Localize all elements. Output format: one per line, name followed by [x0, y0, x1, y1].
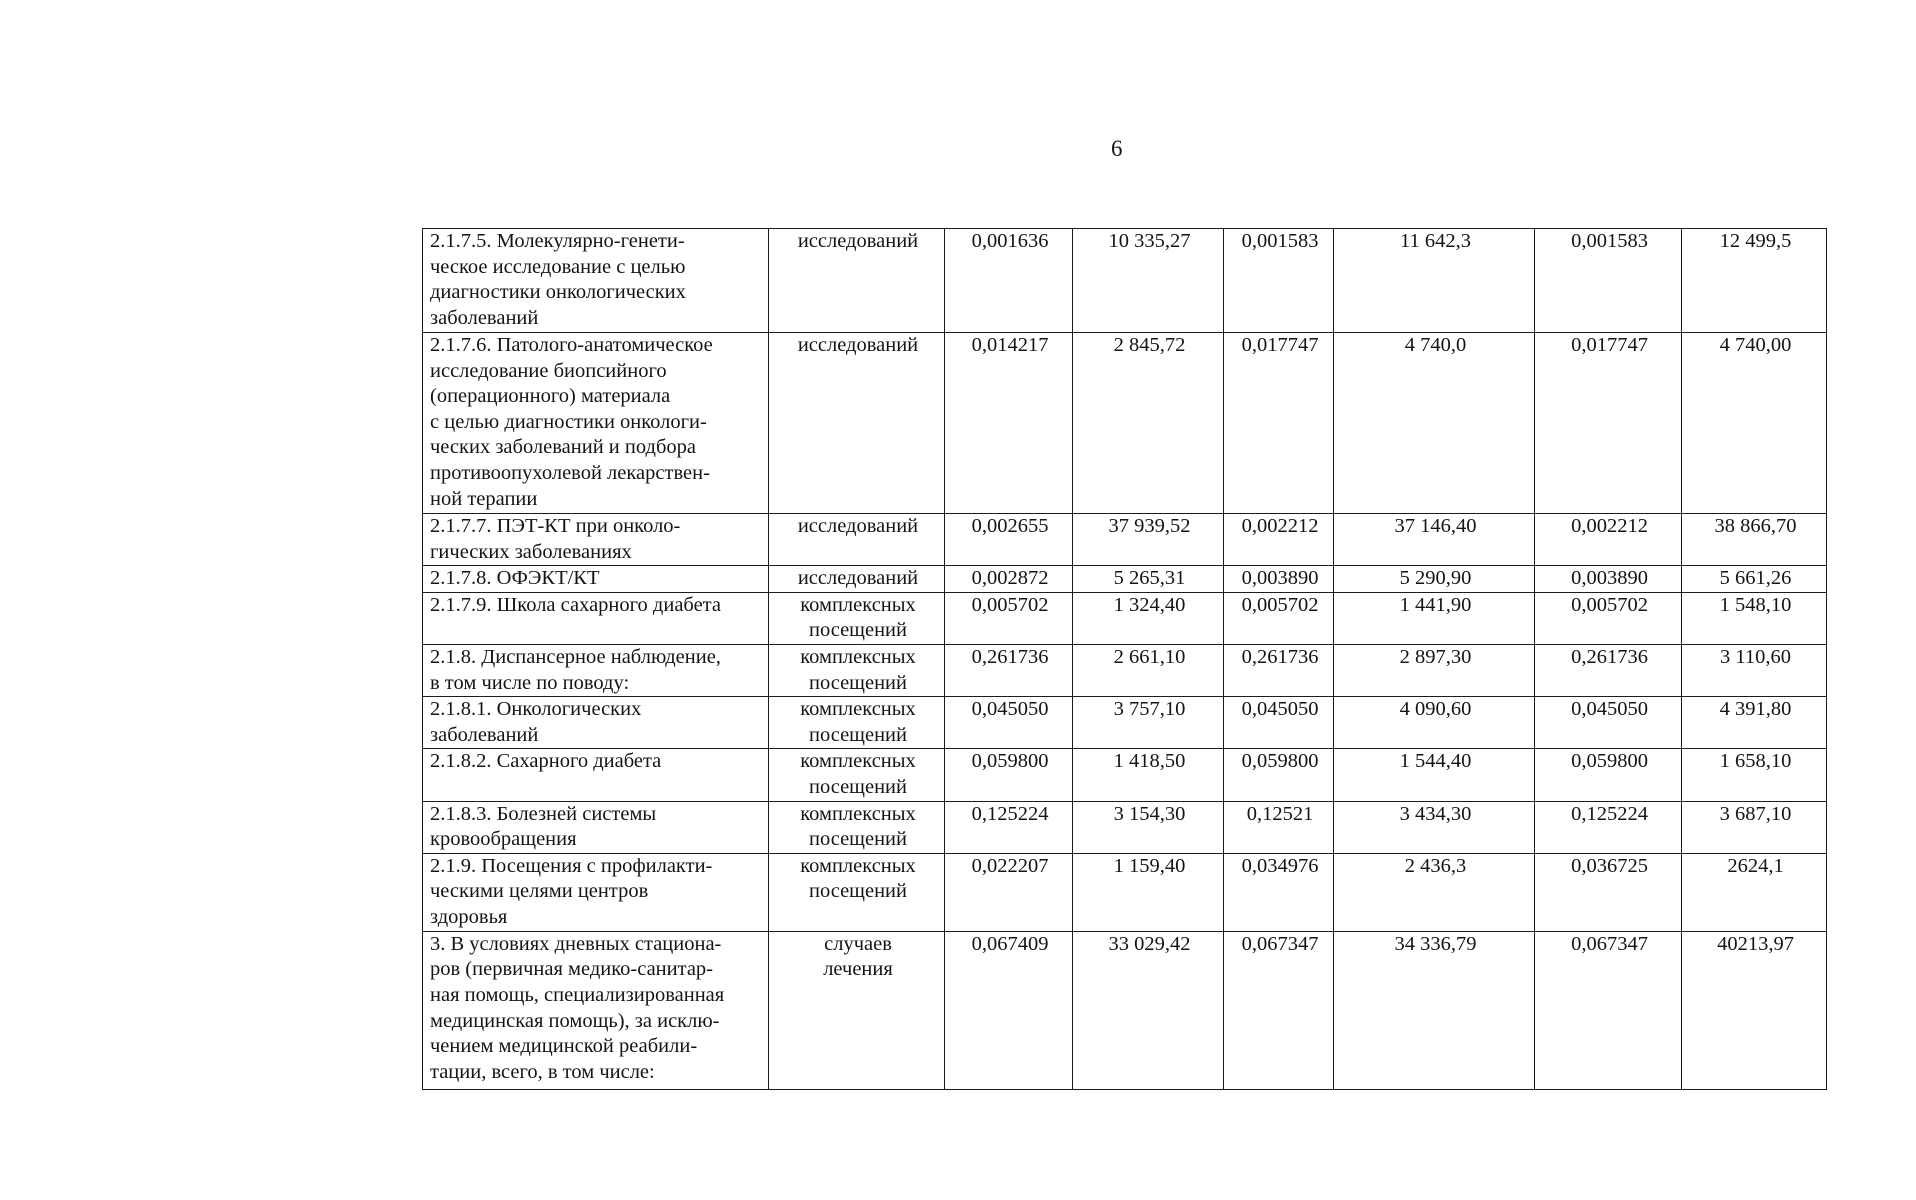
- norm-value-cell: 0,034976: [1224, 853, 1334, 931]
- norm-value-cell: 0,045050: [945, 697, 1073, 749]
- norm-value-cell: 0,002655: [945, 514, 1073, 566]
- unit-cell: исследований: [769, 333, 945, 514]
- indicator-name-cell: 2.1.7.7. ПЭТ-КТ при онколо- гических заболеваниях: [423, 514, 769, 566]
- indicator-name-cell: 2.1.7.5. Молекулярно-генети- ческое исследование с целью диагностики онкологических заболеваний: [423, 229, 769, 333]
- indicator-name-cell: 2.1.8.2. Сахарного диабета: [423, 749, 769, 801]
- unit-cell: комплексных посещений: [769, 801, 945, 853]
- norm-value-cell: 0,001583: [1535, 229, 1682, 333]
- norm-value-cell: 0,067347: [1535, 931, 1682, 1089]
- norm-value-cell: 0,014217: [945, 333, 1073, 514]
- norm-value-cell: 0,005702: [1535, 592, 1682, 644]
- norm-value-cell: 0,125224: [1535, 801, 1682, 853]
- cost-value-cell: 2 845,72: [1073, 333, 1224, 514]
- norm-value-cell: 0,067409: [945, 931, 1073, 1089]
- cost-value-cell: 1 418,50: [1073, 749, 1224, 801]
- table-row: [423, 592, 1827, 644]
- unit-cell: исследований: [769, 514, 945, 566]
- cost-value-cell: 4 090,60: [1334, 697, 1535, 749]
- norm-value-cell: 0,045050: [1224, 697, 1334, 749]
- cost-value-cell: 5 290,90: [1334, 566, 1535, 593]
- cost-value-cell: 2 661,10: [1073, 644, 1224, 696]
- cost-value-cell: 3 757,10: [1073, 697, 1224, 749]
- cost-value-cell: 2 436,3: [1334, 853, 1535, 931]
- cost-value-cell: 1 159,40: [1073, 853, 1224, 931]
- cost-value-cell: 1 548,10: [1682, 592, 1827, 644]
- page-number: 6: [1111, 136, 1123, 161]
- norm-value-cell: 0,017747: [1224, 333, 1334, 514]
- unit-cell: комплексных посещений: [769, 644, 945, 696]
- data-table: [422, 228, 1827, 1090]
- unit-cell: комплексных посещений: [769, 697, 945, 749]
- norm-value-cell: 0,003890: [1224, 566, 1334, 593]
- norm-value-cell: 0,001583: [1224, 229, 1334, 333]
- cost-value-cell: 3 434,30: [1334, 801, 1535, 853]
- table-row: [423, 333, 1827, 514]
- norm-value-cell: 0,067347: [1224, 931, 1334, 1089]
- cost-value-cell: 38 866,70: [1682, 514, 1827, 566]
- norm-value-cell: 0,045050: [1535, 697, 1682, 749]
- indicator-name-cell: 2.1.7.8. ОФЭКТ/КТ: [423, 566, 769, 593]
- norm-value-cell: 0,059800: [1224, 749, 1334, 801]
- cost-value-cell: 37 939,52: [1073, 514, 1224, 566]
- cost-value-cell: 1 324,40: [1073, 592, 1224, 644]
- cost-value-cell: 12 499,5: [1682, 229, 1827, 333]
- cost-value-cell: 1 441,90: [1334, 592, 1535, 644]
- table-body: [423, 229, 1827, 1090]
- unit-cell: комплексных посещений: [769, 592, 945, 644]
- unit-cell: комплексных посещений: [769, 749, 945, 801]
- indicator-name-cell: 2.1.7.9. Школа сахарного диабета: [423, 592, 769, 644]
- norm-value-cell: 0,005702: [945, 592, 1073, 644]
- cost-value-cell: 5 661,26: [1682, 566, 1827, 593]
- table-row: [423, 749, 1827, 801]
- unit-cell: комплексных посещений: [769, 853, 945, 931]
- table-row: [423, 931, 1827, 1089]
- cost-value-cell: 40213,97: [1682, 931, 1827, 1089]
- cost-value-cell: 11 642,3: [1334, 229, 1535, 333]
- cost-value-cell: 34 336,79: [1334, 931, 1535, 1089]
- unit-cell: случаев лечения: [769, 931, 945, 1089]
- norm-value-cell: 0,125224: [945, 801, 1073, 853]
- norm-value-cell: 0,001636: [945, 229, 1073, 333]
- table-row: [423, 697, 1827, 749]
- norm-value-cell: 0,059800: [1535, 749, 1682, 801]
- indicator-name-cell: 3. В условиях дневных стациона- ров (первичная медико-санитар- ная помощь, специализированная медицинская помощь), за исклю- чением медицинской реабили- тации, всего, в том числе:: [423, 931, 769, 1089]
- cost-value-cell: 3 687,10: [1682, 801, 1827, 853]
- norm-value-cell: 0,002872: [945, 566, 1073, 593]
- unit-cell: исследований: [769, 229, 945, 333]
- cost-value-cell: 3 110,60: [1682, 644, 1827, 696]
- norm-value-cell: 0,003890: [1535, 566, 1682, 593]
- cost-value-cell: 1 658,10: [1682, 749, 1827, 801]
- cost-value-cell: 10 335,27: [1073, 229, 1224, 333]
- indicator-name-cell: 2.1.8.1. Онкологических заболеваний: [423, 697, 769, 749]
- cost-value-cell: 2 897,30: [1334, 644, 1535, 696]
- cost-value-cell: 33 029,42: [1073, 931, 1224, 1089]
- cost-value-cell: 4 740,0: [1334, 333, 1535, 514]
- indicator-name-cell: 2.1.9. Посещения с профилакти- ческими целями центров здоровья: [423, 853, 769, 931]
- norm-value-cell: 0,036725: [1535, 853, 1682, 931]
- norm-value-cell: 0,017747: [1535, 333, 1682, 514]
- norm-value-cell: 0,261736: [945, 644, 1073, 696]
- table-row: [423, 853, 1827, 931]
- indicator-name-cell: 2.1.7.6. Патолого-анатомическое исследование биопсийного (операционного) материала с целью диагностики онкологи- ческих заболеваний и подбора противоопухолевой лекарствен- ной терапии: [423, 333, 769, 514]
- table-row: [423, 514, 1827, 566]
- cost-value-cell: 4 391,80: [1682, 697, 1827, 749]
- indicator-name-cell: 2.1.8. Диспансерное наблюдение, в том числе по поводу:: [423, 644, 769, 696]
- cost-value-cell: 1 544,40: [1334, 749, 1535, 801]
- norm-value-cell: 0,059800: [945, 749, 1073, 801]
- norm-value-cell: 0,002212: [1535, 514, 1682, 566]
- norm-value-cell: 0,261736: [1535, 644, 1682, 696]
- norm-value-cell: 0,261736: [1224, 644, 1334, 696]
- table-row: [423, 801, 1827, 853]
- cost-value-cell: 4 740,00: [1682, 333, 1827, 514]
- cost-value-cell: 2624,1: [1682, 853, 1827, 931]
- table-row: [423, 644, 1827, 696]
- cost-value-cell: 3 154,30: [1073, 801, 1224, 853]
- norm-value-cell: 0,005702: [1224, 592, 1334, 644]
- table-row: [423, 229, 1827, 333]
- unit-cell: исследований: [769, 566, 945, 593]
- cost-value-cell: 5 265,31: [1073, 566, 1224, 593]
- norm-value-cell: 0,022207: [945, 853, 1073, 931]
- norm-value-cell: 0,12521: [1224, 801, 1334, 853]
- cost-value-cell: 37 146,40: [1334, 514, 1535, 566]
- norm-value-cell: 0,002212: [1224, 514, 1334, 566]
- table-row: [423, 566, 1827, 593]
- indicator-name-cell: 2.1.8.3. Болезней системы кровообращения: [423, 801, 769, 853]
